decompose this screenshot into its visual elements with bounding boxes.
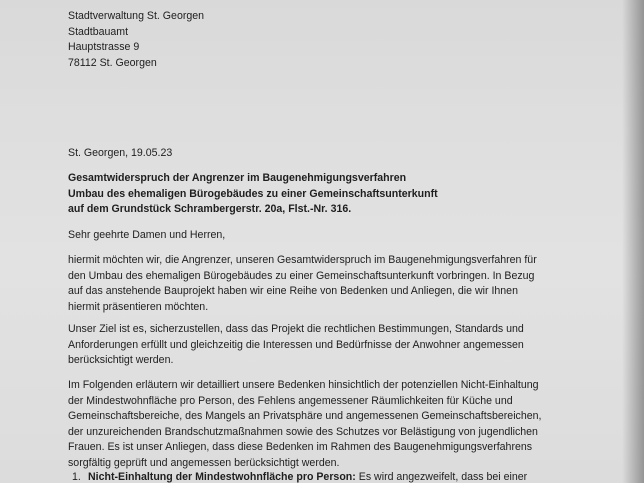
- paragraph-line: Im Folgenden erläutern wir detailliert unsere Bedenken hinsichtlich der potenziellen Nicht-Einhaltung: [68, 379, 539, 391]
- list-heading: Nicht-Einhaltung der Mindestwohnfläche pro Person:: [88, 471, 356, 483]
- page-edge-shadow: [622, 0, 644, 483]
- date-line: St. Georgen, 19.05.23: [68, 147, 173, 159]
- subject-line: auf dem Grundstück Schrambergerstr. 20a, Flst.-Nr. 316.: [68, 203, 352, 216]
- paragraph-line: Frauen. Es ist unser Anliegen, dass diese Bedenken im Rahmen des Baugenehmigungsverfahrens: [68, 441, 533, 454]
- paragraph-line: hiermit präsentieren möchten.: [68, 300, 209, 313]
- paragraph-line: Gemeinschaftsbereiche, des Mangels an Privatsphäre und angemessenen Gemeinschaftsbereichen,: [68, 410, 542, 423]
- paragraph-concerns: [68, 378, 541, 472]
- paragraph-line: auf das anstehende Bauprojekt haben wir eine Reihe von Bedenken und Anliegen, die wir Ihnen: [68, 285, 518, 298]
- list-text: Es wird angezweifelt, dass bei einer: [355, 471, 528, 483]
- subject-block: [68, 171, 438, 218]
- sender-line: Stadtbauamt: [68, 25, 129, 38]
- paragraph-line: Unser Ziel ist es, sicherzustellen, dass das Projekt die rechtlichen Bestimmungen, Standards und: [68, 323, 524, 335]
- paragraph-goal: [68, 322, 524, 369]
- list-item: [72, 470, 527, 483]
- paragraph-line: sorgfältig geprüft und angemessen berücksichtigt werden.: [68, 456, 340, 469]
- salutation: Sehr geehrte Damen und Herren,: [68, 229, 226, 241]
- subject-line: Gesamtwiderspruch der Angrenzer im Baugenehmigungsverfahren: [68, 172, 407, 184]
- sender-line: Stadtverwaltung St. Georgen: [68, 10, 205, 22]
- paragraph-line: berücksichtigt werden.: [68, 354, 174, 367]
- paragraph-line: der Mindestwohnfläche pro Person, des Fehlens angemessener Räumlichkeiten für Küche und: [68, 394, 513, 407]
- sender-line: 78112 St. Georgen: [68, 56, 157, 69]
- paragraph-line: hiermit möchten wir, die Angrenzer, unseren Gesamtwiderspruch im Baugenehmigungsverfahren für: [68, 254, 537, 266]
- paragraph-intro: [68, 253, 537, 315]
- paragraph-line: der unzureichenden Brandschutzmaßnahmen sowie des Schutzes vor Belästigung von jugendlichen: [68, 425, 538, 438]
- subject-line: Umbau des ehemaligen Bürogebäudes zu einer Gemeinschaftsunterkunft: [68, 187, 438, 200]
- list-number: 1.: [72, 471, 81, 483]
- paragraph-line: Anforderungen erfüllt und gleichzeitig die Interessen und Bedürfnisse der Anwohner angemessen: [68, 338, 524, 351]
- sender-line: Hauptstrasse 9: [68, 41, 140, 54]
- sender-address: [68, 9, 204, 71]
- paragraph-line: den Umbau des ehemaligen Bürogebäudes zu einer Gemeinschaftsunterkunft vorbringen. In Bezug: [68, 269, 535, 282]
